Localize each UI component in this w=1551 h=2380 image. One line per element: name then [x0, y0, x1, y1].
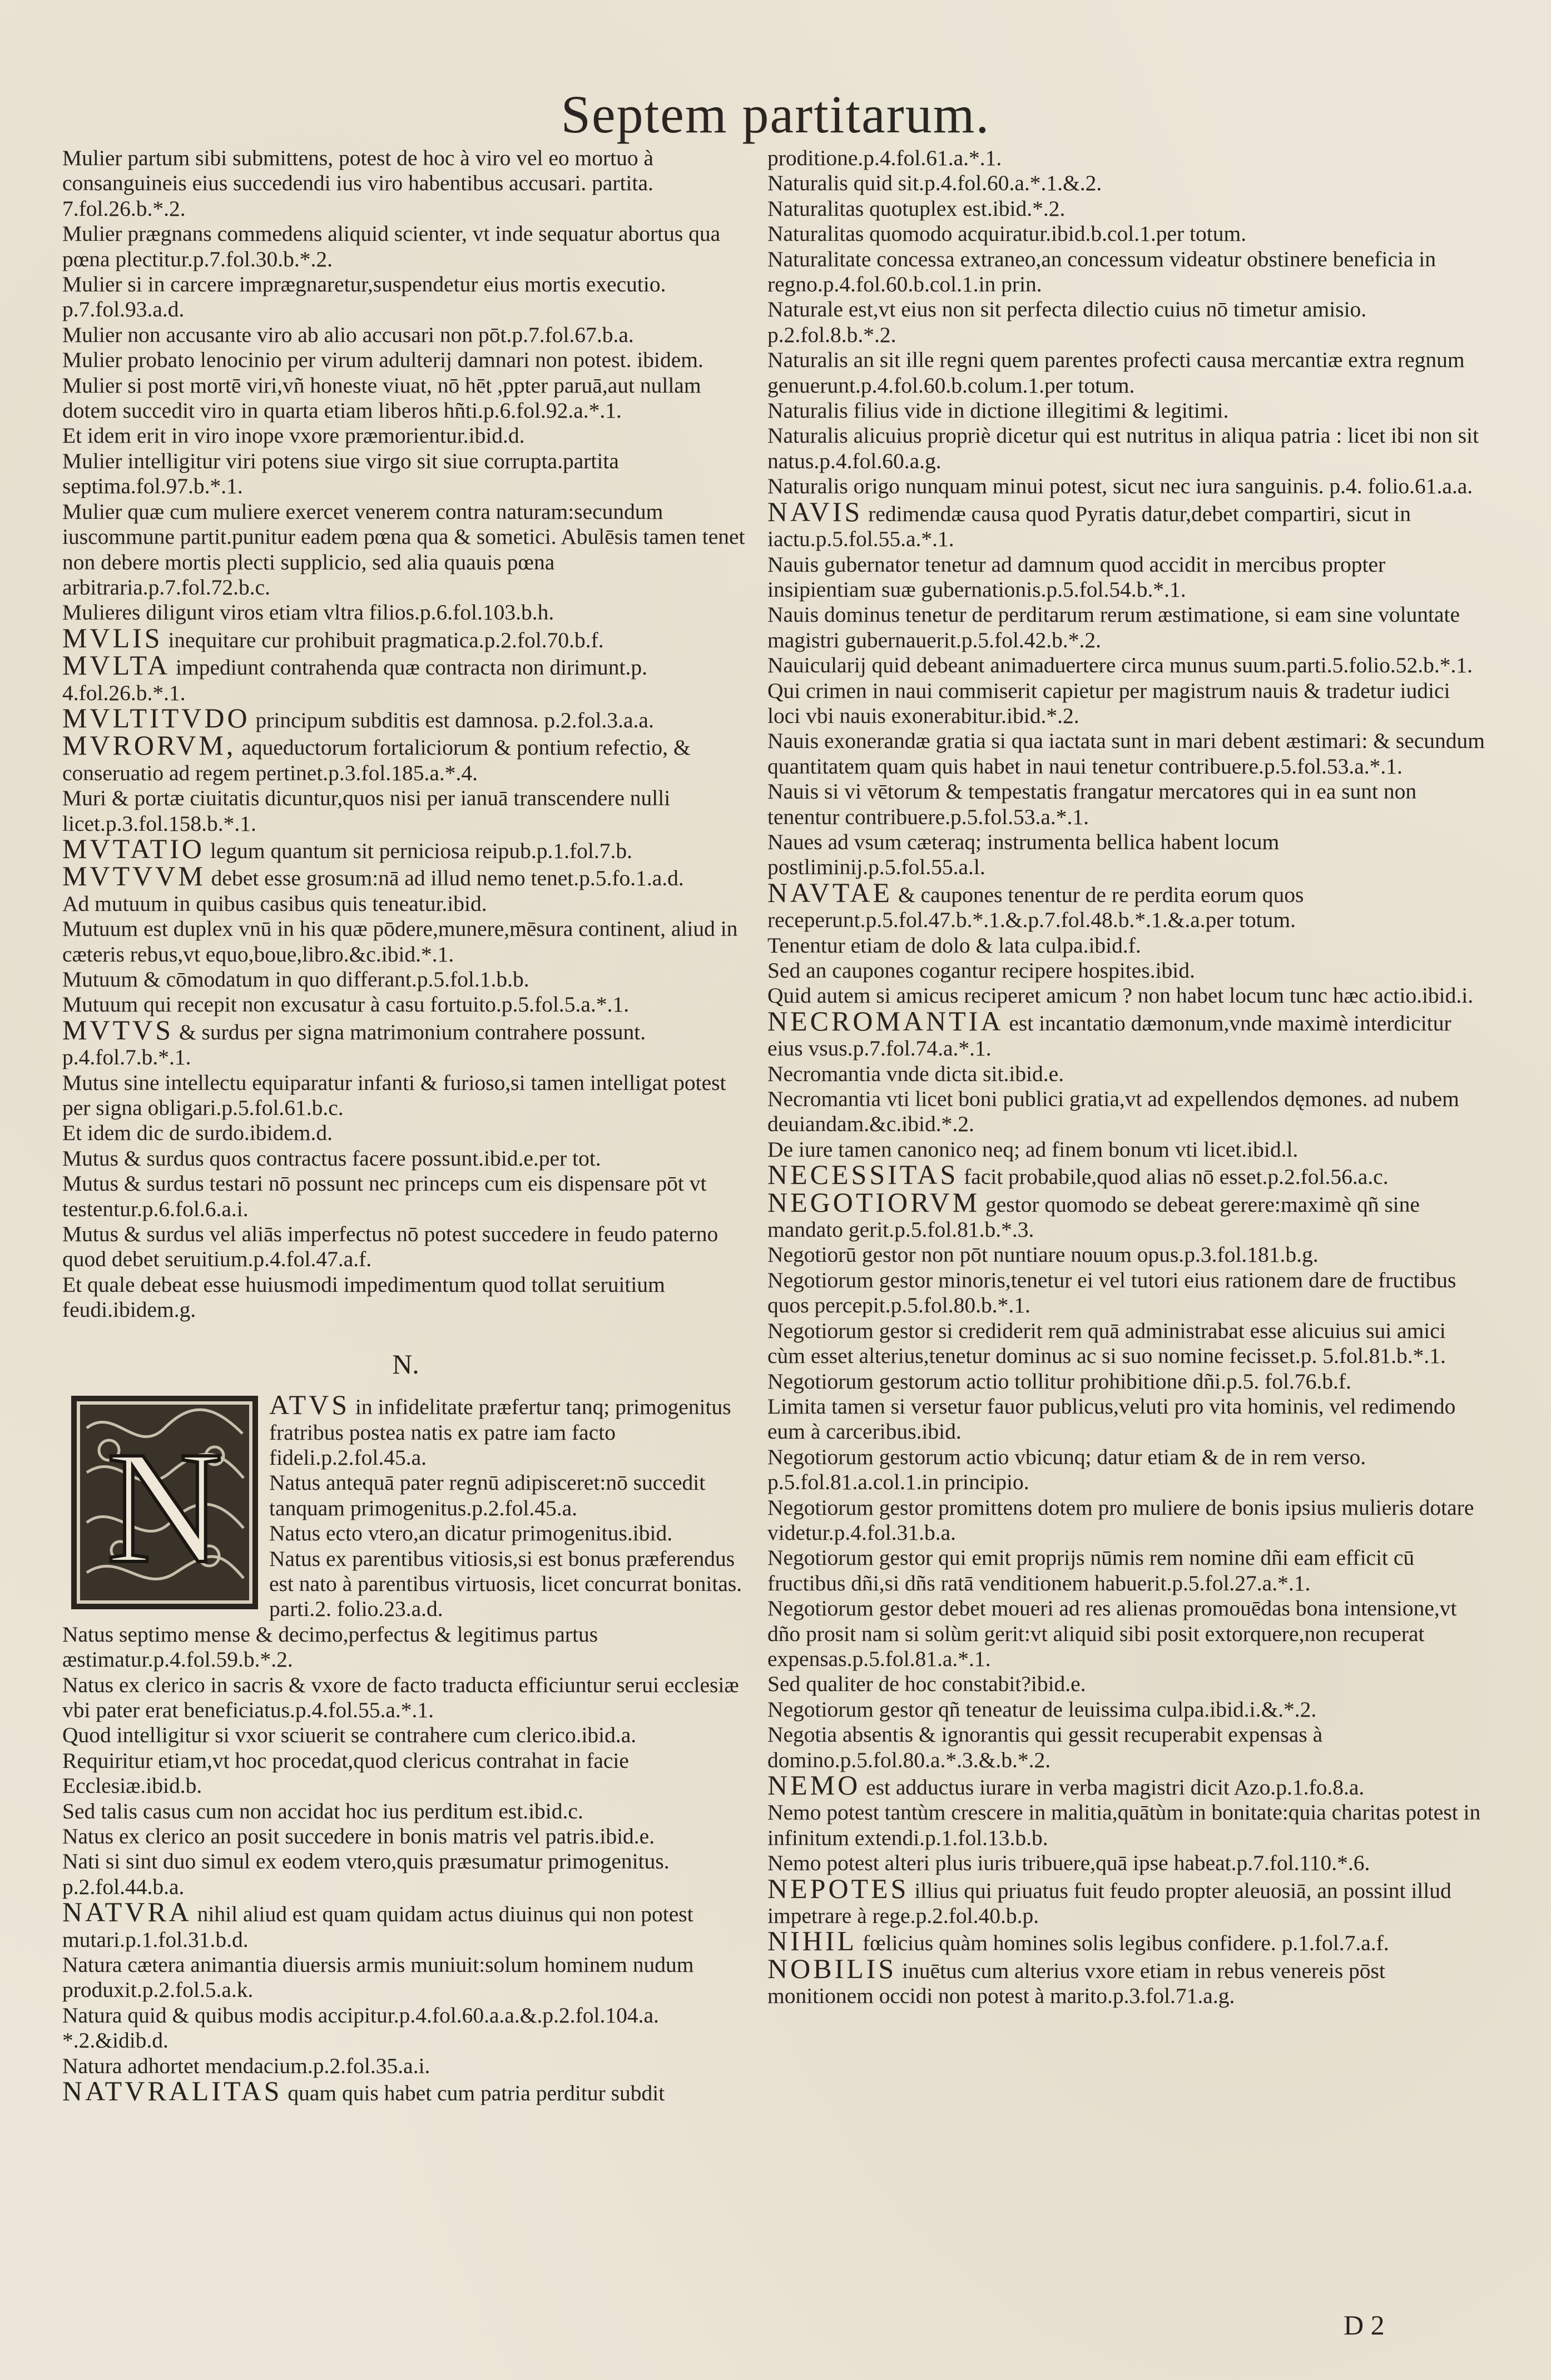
initial-letter: N — [106, 1418, 223, 1597]
entry-text: Mutus sine intellectu equiparatur infanti & furioso,si tamen intelligat potest per signa obligari.p.5.fol.61.b.c. — [62, 1070, 726, 1120]
index-entry — [767, 1769, 1485, 1801]
entry-text: Natus ex clerico an posit succedere in bonis matris vel patris.ibid.e. — [62, 1824, 655, 1848]
entry-text: Natura quid & quibus modis accipitur.p.4.fol.60.a.a.&.p.2.fol.104.a. *.2.&idib.d. — [62, 2002, 659, 2053]
index-entry — [62, 499, 749, 601]
entry-text: Mulier si post mortē viri,vñ honeste viuat, nō hēt ,ppter paruā,aut nullam dotem succedit viro in quarta etiam liberos hñti.p.6.fol.92.a.*.1. — [62, 373, 701, 423]
index-entry — [767, 1394, 1485, 1445]
index-entry — [62, 1120, 749, 1146]
entry-text: Natus ex clerico in sacris & vxore de facto traducta efficiuntur serui ecclesiæ vbi pater erat beneficiatus.p.4.fol.55.a.*.1. — [62, 1672, 739, 1722]
index-entry — [62, 786, 749, 836]
entry-headword: NEGOTIORVM — [767, 1186, 980, 1218]
index-entry — [62, 373, 749, 424]
entry-headword: NEMO — [767, 1769, 861, 1801]
index-entry — [62, 2075, 749, 2107]
index-entry — [767, 1722, 1485, 1773]
entry-text: Mulier quæ cum muliere exercet venerem contra naturam:secundum iuscommune partit.punitur eadem pœna qua & sometici. Abulēsis tamen tenet non debere mortis plecti supplicio, sed alia quauis pœna arbitraria.p.7.fol.72.b.c. — [62, 499, 745, 599]
index-entry — [62, 967, 749, 992]
index-entry — [62, 600, 749, 625]
index-entry — [767, 876, 1485, 933]
entry-text: illius qui priuatus fuit feudo propter aleuosiā, an possint illud impetrare à rege.p.2.fol.40.b.p. — [767, 1878, 1451, 1928]
entry-headword: MVLTA — [62, 649, 171, 681]
index-entry — [62, 1070, 749, 1121]
running-head: Septem partitarum. — [561, 85, 990, 144]
ornamented-initial-n-icon — [70, 1395, 259, 1610]
entry-headword: NOBILIS — [767, 1952, 897, 1984]
entry-text: Mulier si in carcere imprægnaretur,suspendetur eius mortis executio. p.7.fol.93.a.d. — [62, 272, 666, 322]
entry-text: Mutuum qui recepit non excusatur à casu fortuito.p.5.fol.5.a.*.1. — [62, 992, 630, 1017]
index-entry — [62, 1952, 749, 2003]
index-entry — [767, 728, 1485, 779]
right-entries — [767, 146, 1485, 2009]
entry-text: Natura adhortet mendacium.p.2.fol.35.a.i. — [62, 2053, 430, 2078]
index-entry — [62, 1748, 749, 1799]
entry-text: Nemo potest alteri plus iuris tribuere,quā ipse habeat.p.7.fol.110.*.6. — [767, 1851, 1370, 1876]
index-entry — [767, 830, 1485, 880]
entry-text: Mulier non accusante viro ab alio accusari non pōt.p.7.fol.67.b.a. — [62, 322, 634, 347]
entry-text: redimendæ causa quod Pyratis datur,debet compartiri, sicut in iactu.p.5.fol.55.a.*.1. — [767, 501, 1411, 552]
entry-text: Negotia absentis & ignorantis qui gessit recuperabit expensas à domino.p.5.fol.80.a.*.3.&.b.*.2. — [767, 1722, 1323, 1772]
entry-text: Tenentur etiam de dolo & lata culpa.ibid.f. — [767, 933, 1141, 958]
index-entry — [767, 1062, 1485, 1087]
entry-text: inuētus cum alterius vxore etiam in rebus venereis pōst monitionem occidi non potest à marito.p.3.fol.71.a.g. — [767, 1958, 1385, 2009]
entry-text: quam quis habet cum patria perditur subdit — [288, 2081, 665, 2106]
index-entry — [62, 860, 749, 892]
index-entry — [62, 272, 749, 323]
entry-text: Mulier partum sibi submittens, potest de hoc à viro vel eo mortuo à consanguineis eius succedendi ius viro habentibus accusari. partita. 7.fol.26.b.*.2. — [62, 146, 654, 221]
index-entry — [62, 916, 749, 967]
index-entry — [767, 196, 1485, 221]
entry-text: Mutus & surdus vel aliās imperfectus nō potest succedere in feudo paterno quod debet seruitium.p.4.fol.47.a.f. — [62, 1222, 718, 1272]
index-entry — [62, 1723, 749, 1748]
entry-text: aqueductorum fortaliciorum & pontium refectio, & conseruatio ad regem pertinet.p.3.fol.185.a.*.4. — [62, 735, 691, 785]
index-entry — [767, 1005, 1485, 1062]
index-entry — [767, 1800, 1485, 1851]
index-entry — [62, 622, 749, 653]
entry-text: Sed an caupones cogantur recipere hospites.ibid. — [767, 958, 1195, 983]
index-entry — [767, 1672, 1485, 1697]
entry-text: Negotiorum gestor promittens dotem pro muliere de bonis ipsius mulieris dotare videtur.p.4.fol.31.b.a. — [767, 1495, 1474, 1545]
index-entry — [62, 1849, 749, 1900]
index-entry — [62, 1799, 749, 1824]
entry-text: in infidelitate præfertur tanq; primogenitus fratribus postea natis ex patre iam facto fideli.p.2.fol.45.a. — [269, 1395, 731, 1470]
entry-text: Ad mutuum in quibus casibus quis teneatur.ibid. — [62, 891, 487, 916]
entry-text: Naturalitas quomodo acquiratur.ibid.b.col.1.per totum. — [767, 221, 1247, 246]
index-entry — [62, 1171, 749, 1222]
index-entry — [62, 730, 749, 786]
entry-text: Nemo potest tantùm crescere in malitia,quātùm in bonitate:quia charitas potest in infinitum extendi.p.1.fol.13.b.b. — [767, 1800, 1481, 1850]
entry-text: Natus ecto vtero,an dicatur primogenitus.ibid. — [269, 1521, 673, 1546]
entry-text: Nauis si vi vētorum & tempestatis frangatur mercatores qui in ea sunt non tenentur contribuere.p.5.fol.53.a.*.1. — [767, 779, 1417, 829]
entry-text: Mutus & surdus quos contractus facere possunt.ibid.e.per tot. — [62, 1146, 601, 1171]
index-entry — [767, 1268, 1485, 1318]
index-entry — [767, 1697, 1485, 1722]
index-entry — [62, 323, 749, 348]
entry-text: & caupones tenentur de re perdita eorum quos receperunt.p.5.fol.47.b.*.1.&.p.7.fol.48.b.*.1.&.a.per totum. — [767, 882, 1304, 933]
entry-text: Negotiorum gestor qñ teneatur de leuissima culpa.ibid.i.&.*.2. — [767, 1697, 1317, 1722]
entry-text: Negotiorum gestorum actio tollitur prohibitione dñi.p.5. fol.76.b.f. — [767, 1368, 1351, 1394]
entry-headword: NATVRALITAS — [62, 2075, 283, 2107]
signature-mark: D 2 — [1344, 2309, 1385, 2341]
index-entry — [62, 891, 749, 916]
entry-text: principum subditis est damnosa. p.2.fol.3.a.a. — [255, 707, 654, 732]
entry-text: Natus septimo mense & decimo,perfectus & legitimus partus æstimatur.p.4.fol.59.b.*.2. — [62, 1622, 598, 1672]
index-entry — [767, 474, 1485, 499]
entry-text: Muri & portæ ciuitatis dicuntur,quos nisi per ianuā transcendere nulli licet.p.3.fol.158.b.*.1. — [62, 786, 671, 836]
entry-text: Natus ex parentibus vitiosis,si est bonus præferendus est nato à parentibus virtuosis, licet concurrat bonitas. parti.2. folio.23.a.d. — [269, 1546, 742, 1622]
entry-text: Nati si sint duo simul ex eodem vtero,quis præsumatur primogenitus. p.2.fol.44.b.a. — [62, 1849, 670, 1899]
entry-text: Negotiorū gestor non pōt nuntiare nouum opus.p.3.fol.181.b.g. — [767, 1242, 1319, 1267]
index-entry — [62, 221, 749, 272]
index-entry — [62, 702, 749, 733]
entry-headword: MVLTITVDO — [62, 702, 250, 733]
index-entry — [767, 398, 1485, 423]
index-entry — [62, 1146, 749, 1171]
index-entry — [767, 495, 1485, 552]
entry-text: Naturalis alicuius propriè dicetur qui est nutritus in aliqua patria : licet ibi non sit natus.p.4.fol.60.a.g. — [767, 423, 1479, 473]
entry-headword: NIHIL — [767, 1925, 858, 1957]
entry-text: Et idem erit in viro inope vxore præmorientur.ibid.d. — [62, 423, 525, 448]
index-entry — [767, 1952, 1485, 2009]
entry-headword: ATVS — [269, 1392, 350, 1421]
entry-text: Mulieres diligunt viros etiam vltra filios.p.6.fol.103.b.h. — [62, 600, 554, 625]
entry-text: Naturalitate concessa extraneo,an concessum videatur obstinere beneficia in regno.p.4.fol.60.b.col.1.in prin. — [767, 246, 1436, 297]
index-entry — [767, 1925, 1485, 1957]
index-entry — [767, 1445, 1485, 1495]
right-index-column — [767, 146, 1485, 2009]
index-entry — [62, 1622, 749, 1673]
entry-text: Sed qualiter de hoc constabit?ibid.e. — [767, 1672, 1086, 1697]
index-entry — [767, 1872, 1485, 1929]
entry-headword: MVTVVM — [62, 860, 206, 892]
entry-text: Mutuum & cōmodatum in quo differant.p.5.fol.1.b.b. — [62, 967, 529, 991]
entry-text: Necromantia vti licet boni publici gratia,vt ad expellendos dęmones. ad nubem deuiandam.&c.ibid.*.2. — [767, 1087, 1459, 1137]
left-after-entries — [62, 1622, 749, 2106]
entry-headword: MVTVS — [62, 1014, 174, 1045]
index-entry — [767, 933, 1485, 958]
left-entries — [62, 146, 749, 1323]
entry-text: Negotiorum gestor si crediderit rem quā administrabat esse alicuius sui amici cùm esset alterius,tenetur dominus ac si suo nomine fecisset.p. 5.fol.81.b.*.1. — [767, 1318, 1446, 1368]
left-index-column — [62, 146, 749, 2106]
entry-text: Negotiorum gestorum actio vbicunq; datur etiam & de in rem verso. p.5.fol.81.a.col.1.in principio. — [767, 1444, 1366, 1495]
entry-headword: MVRORVM, — [62, 730, 236, 761]
entry-text: Naturalis quid sit.p.4.fol.60.a.*.1.&.2. — [767, 171, 1102, 196]
index-entry — [767, 552, 1485, 603]
entry-text: impediunt contrahenda quæ contracta non dirimunt.p. 4.fol.26.b.*.1. — [62, 655, 647, 705]
entry-text: Naues ad vsum cæteraq; instrumenta bellica habent locum postliminij.p.5.fol.55.a.l. — [767, 829, 1280, 880]
entry-text: Natus antequā pater regnū adipisceret:nō succedit tanquam primogenitus.p.2.fol.45.a. — [269, 1470, 706, 1520]
entry-text: Et idem dic de surdo.ibidem.d. — [62, 1120, 333, 1146]
index-entry — [62, 1272, 749, 1323]
index-entry — [767, 1186, 1485, 1243]
index-entry — [62, 1896, 749, 1952]
entry-text: Mulier prægnans commedens aliquid scienter, vt inde sequatur abortus qua pœna plectitur.p.7.fol.30.b.*.2. — [62, 221, 721, 271]
index-entry — [62, 348, 749, 373]
entry-text: inequitare cur prohibuit pragmatica.p.2.fol.70.b.f. — [168, 627, 604, 652]
entry-text: gestor quomodo se debeat gerere:maximè qñ sine mandato gerit.p.5.fol.81.b.*.3. — [767, 1192, 1420, 1242]
index-entry — [62, 1222, 749, 1272]
entry-text: Negotiorum gestor minoris,tenetur ei vel tutori eius rationem dare de fructibus quos percepit.p.5.fol.80.b.*.1. — [767, 1267, 1456, 1318]
index-entry — [767, 1545, 1485, 1596]
entry-text: De iure tamen canonico neq; ad finem bonum vti licet.ibid.l. — [767, 1137, 1299, 1162]
entry-text: Natura cætera animantia diuersis armis muniuit:solum hominem nudum produxit.p.2.fol.5.a.k. — [62, 1952, 694, 2002]
index-entry — [767, 1495, 1485, 1546]
entry-text: debet esse grosum:nā ad illud nemo tenet.p.5.fo.1.a.d. — [211, 866, 684, 891]
entry-headword: NAVIS — [767, 495, 863, 527]
index-entry — [767, 1369, 1485, 1394]
entry-text: Negotiorum gestor debet moueri ad res alienas promouēdas bona intensione,vt dño prosit nam si solùm gerit:vt aliquid sibi posit extorquere,non recuperat expensas.p.5.fol.81.a.*.1. — [767, 1596, 1457, 1671]
index-entry — [767, 958, 1485, 983]
entry-text: fœlicius quàm homines solis legibus confidere. p.1.fol.7.a.f. — [862, 1931, 1389, 1956]
index-entry — [62, 2003, 749, 2054]
index-entry — [767, 653, 1485, 678]
entry-text: est adductus iurare in verba magistri dicit Azo.p.1.fo.8.a. — [866, 1775, 1365, 1799]
index-entry — [767, 221, 1485, 246]
index-entry — [767, 171, 1485, 196]
entry-text: Mutus & surdus testari nō possunt nec princeps cum eis dispensare pōt vt testentur.p.6.fol.6.a.i. — [62, 1171, 707, 1221]
index-entry — [767, 348, 1485, 398]
entry-text: Naturalitas quotuplex est.ibid.*.2. — [767, 196, 1066, 221]
index-entry — [62, 1014, 749, 1070]
index-entry — [767, 1159, 1485, 1191]
entry-text: Nauis exonerandæ gratia si qua iactata sunt in mari debent æstimari: & secundum quantitatem quam quis habet in naui tenetur contribuere.p.5.fol.53.a.*.1. — [767, 728, 1485, 779]
entry-text: Nauis dominus tenetur de perditarum rerum æstimatione, si eam sine voluntate magistri gubernauerit.p.5.fol.42.b.*.2. — [767, 602, 1460, 652]
entry-text: Quod intelligitur si vxor sciuerit se contrahere cum clerico.ibid.a. — [62, 1723, 637, 1748]
index-entry — [62, 832, 749, 864]
entry-headword: MVTATIO — [62, 832, 205, 864]
index-entry — [767, 678, 1485, 729]
entry-headword: NAVTAE — [767, 876, 893, 908]
index-entry — [767, 1318, 1485, 1369]
entry-text: Naturalis origo nunquam minui potest, sicut nec iura sanguinis. p.4. folio.61.a.a. — [767, 474, 1473, 499]
entry-text: & surdus per signa matrimonium contrahere possunt. p.4.fol.7.b.*.1. — [62, 1019, 646, 1070]
index-entry — [767, 423, 1485, 474]
entry-headword: NECESSITAS — [767, 1159, 959, 1191]
entry-text: Naturalis filius vide in dictione illegitimi & legitimi. — [767, 398, 1229, 423]
index-entry — [62, 1824, 749, 1849]
initial-block — [62, 1392, 749, 1622]
entry-text: est incantatio dæmonum,vnde maximè interdicitur eius vsus.p.7.fol.74.a.*.1. — [767, 1010, 1451, 1061]
index-entry — [767, 297, 1485, 348]
entry-text: Nauis gubernator tenetur ad damnum quod accidit in mercibus propter insipientiam suæ gubernationis.p.5.fol.54.b.*.1. — [767, 552, 1386, 602]
entry-text: legum quantum sit perniciosa reipub.p.1.fol.7.b. — [210, 838, 632, 863]
index-entry — [767, 779, 1485, 830]
entry-text: Naturalis an sit ille regni quem parentes profecti causa mercantiæ extra regnum genuerunt.p.4.fol.60.b.colum.1.per totum. — [767, 348, 1465, 398]
entry-text: Naturale est,vt eius non sit perfecta dilectio cuius nō timetur amisio. p.2.fol.8.b.*.2. — [767, 297, 1367, 347]
entry-text: Necromantia vnde dicta sit.ibid.e. — [767, 1061, 1064, 1086]
index-entry — [767, 1087, 1485, 1137]
index-entry — [62, 423, 749, 448]
entry-text: facit probabile,quod alias nō esset.p.2.fol.56.a.c. — [964, 1164, 1389, 1189]
index-entry — [62, 649, 749, 706]
entry-text: Mulier probato lenocinio per virum adulterij damnari non potest. ibidem. — [62, 348, 703, 373]
entry-headword: MVLIS — [62, 622, 163, 653]
entry-text: Requiritur etiam,vt hoc procedat,quod clericus contrahat in facie Ecclesiæ.ibid.b. — [62, 1748, 629, 1798]
entry-text: Mutuum est duplex vnū in his quæ pōdere,munere,mēsura continent, aliud in cæteris rebus,vt equo,boue,libro.&c.ibid.*.1. — [62, 916, 738, 966]
section-letter: N. — [392, 1348, 419, 1380]
entry-headword: NECROMANTIA — [767, 1005, 1004, 1037]
entry-text: proditione.p.4.fol.61.a.*.1. — [767, 146, 1002, 170]
index-entry — [767, 1596, 1485, 1672]
entry-text: Quid autem si amicus reciperet amicum ? non habet locum tunc hæc actio.ibid.i. — [767, 983, 1474, 1008]
index-entry — [767, 247, 1485, 298]
index-entry — [767, 602, 1485, 653]
entry-text: Negotiorum gestor qui emit proprijs nūmis rem nomine dñi eam efficit cū fructibus dñi,si dñs ratā venditionem habuerit.p.5.fol.27.a.*.1. — [767, 1545, 1415, 1595]
index-entry — [62, 1673, 749, 1723]
index-entry — [62, 449, 749, 499]
entry-text: nihil aliud est quam quidam actus diuinus qui non potest mutari.p.1.fol.31.b.d. — [62, 1902, 693, 1952]
entry-text: Limita tamen si versetur fauor publicus,veluti pro vita hominis, vel redimendo eum à carceribus.ibid. — [767, 1394, 1456, 1444]
entry-headword: NATVRA — [62, 1896, 192, 1928]
entry-text: Nauicularij quid debeant animaduertere circa munus suum.parti.5.folio.52.b.*.1. — [767, 653, 1473, 678]
entry-text: Sed talis casus cum non accidat hoc ius perditum est.ibid.c. — [62, 1798, 583, 1823]
entry-text: Qui crimen in naui commiserit capietur per magistrum nauis & tradetur iudici loci vbi nauis exonerabitur.ibid.*.2. — [767, 678, 1450, 728]
entry-text: Mulier intelligitur viri potens siue virgo sit siue corrupta.partita septima.fol.97.b.*.1. — [62, 448, 619, 499]
entry-text: Et quale debeat esse huiusmodi impedimentum quod tollat seruitium feudi.ibidem.g. — [62, 1272, 665, 1322]
index-entry — [62, 146, 749, 221]
entry-headword: NEPOTES — [767, 1872, 909, 1904]
index-entry — [767, 146, 1485, 171]
index-entry — [767, 1242, 1485, 1267]
